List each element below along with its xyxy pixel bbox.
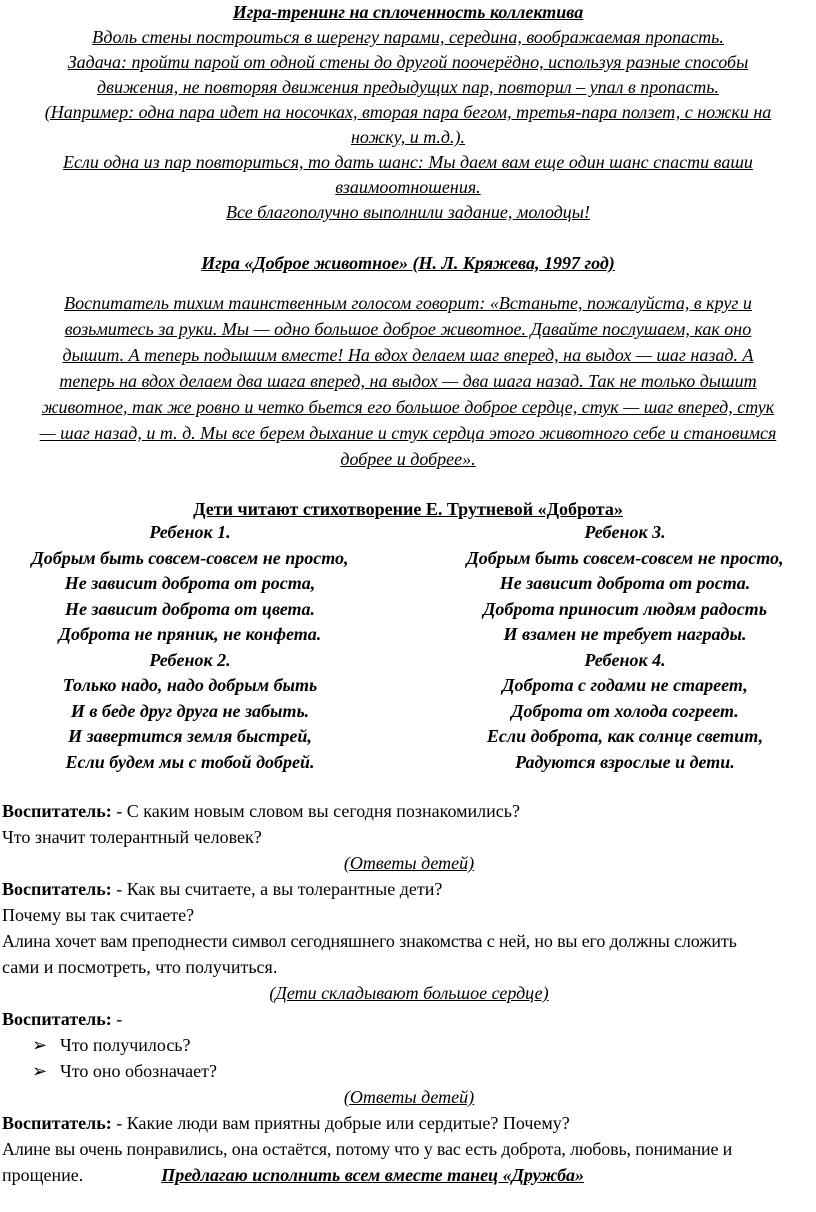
poem-right-column bbox=[425, 520, 816, 775]
game1-line: (Например: одна пара идет на носочках, вторая пара бегом, третья-пара ползет, с ножки на bbox=[44, 102, 772, 122]
game2-line: Воспитатель тихим таинственным голосом говорит: «Встаньте, пожалуйста, в круг и bbox=[64, 293, 752, 313]
dialog-line bbox=[2, 1162, 816, 1188]
poem-line: И завертится земля быстрей, bbox=[68, 726, 312, 746]
poem-line: Радуются взрослые и дети. bbox=[515, 751, 735, 772]
game2-line: добрее и добрее». bbox=[340, 449, 476, 469]
dialog-text: Почему вы так считаете? bbox=[2, 905, 195, 925]
poem-line: Доброта не пряник, не конфета. bbox=[58, 624, 322, 644]
speaker-label: Воспитатель: bbox=[2, 1009, 112, 1029]
dialog-section bbox=[2, 798, 816, 1188]
poem-line: Добрым быть совсем-совсем не просто, bbox=[466, 547, 784, 568]
game1-line: Задача: пройти парой от одной стены до другой поочерёдно, используя разные способы bbox=[67, 52, 749, 72]
poem-line: Не зависит доброта от роста. bbox=[499, 573, 751, 593]
dialog-text: Что значит толерантный человек? bbox=[2, 827, 262, 847]
poem-line: Только надо, надо добрым быть bbox=[62, 675, 318, 695]
dialog-line bbox=[2, 1110, 816, 1136]
dance-invitation: Предлагаю исполнить всем вместе танец «Дружба» bbox=[161, 1165, 585, 1185]
dialog-text: Алине вы очень понравились, она остаётся, потому что у вас есть доброта, любовь, понимание и bbox=[2, 1139, 733, 1159]
game2-title: Игра «Доброе животное» (Н. Л. Кряжева, 1997 год) bbox=[201, 253, 615, 273]
dialog-text: Алина хочет вам преподнести символ сегодняшнего знакомства с ней, но вы его должны сложить bbox=[2, 931, 737, 951]
stage-direction: (Ответы детей) bbox=[343, 1087, 475, 1107]
stage-direction: (Ответы детей) bbox=[343, 853, 475, 873]
game2-line: дышит. А теперь подышим вместе! На вдох делаем шаг вперед, на выдох — шаг назад. А bbox=[62, 345, 754, 365]
poem-speaker-label: Ребенок 3. bbox=[584, 522, 666, 542]
poem-line: Если будем мы с тобой добрей. bbox=[65, 751, 315, 772]
poem-line: И в беде друг друга не забыть. bbox=[70, 700, 310, 721]
poem-line: Не зависит доброта от роста, bbox=[64, 573, 316, 593]
poem-title: Дети читают стихотворение Е. Трутневой «Доброта» bbox=[193, 499, 623, 519]
speaker-label: Воспитатель: bbox=[2, 801, 112, 821]
arrow-bullet-icon: ➢ bbox=[32, 1035, 48, 1055]
game1-line: Все благополучно выполнили задание, молодцы! bbox=[226, 202, 590, 222]
game1-line: Если одна из пар повториться, то дать шанс: Мы даем вам еще один шанс спасти ваши bbox=[63, 152, 753, 172]
dialog-line bbox=[2, 876, 816, 902]
poem-speaker-label: Ребенок 1. bbox=[149, 522, 231, 542]
speaker-label: Воспитатель: bbox=[2, 1113, 112, 1133]
poem-line: Если доброта, как солнце светит, bbox=[486, 726, 764, 746]
bullet-item bbox=[2, 1058, 816, 1084]
dialog-text: сами и посмотреть, что получиться. bbox=[2, 957, 278, 977]
poem-line: Доброта с годами не стареет, bbox=[502, 675, 748, 695]
poem-left-column bbox=[0, 520, 380, 775]
bullet-text: Что получилось? bbox=[60, 1035, 191, 1055]
game2-line: животное, так же ровно и четко бьется его большое доброе сердце, стук — шаг вперед, стук bbox=[41, 397, 775, 417]
bullet-item bbox=[2, 1032, 816, 1058]
dialog-text: - bbox=[111, 1009, 123, 1029]
stage-direction: (Дети складывают большое сердце) bbox=[269, 983, 549, 1003]
dialog-text: - Как вы считаете, а вы толерантные дети? bbox=[111, 879, 443, 899]
game1-section bbox=[0, 0, 816, 225]
poem-speaker-label: Ребенок 4. bbox=[584, 649, 666, 670]
poem-line: Добрым быть совсем-совсем не просто, bbox=[31, 547, 349, 568]
poem-line: Доброта от холода согреет. bbox=[511, 700, 739, 721]
speaker-label: Воспитатель: bbox=[2, 879, 112, 899]
poem-line: Не зависит доброта от цвета. bbox=[64, 598, 316, 619]
poem-line: И взамен не требует награды. bbox=[503, 624, 747, 644]
game1-line: Вдоль стены построиться в шеренгу парами, середина, воображаемая пропасть. bbox=[92, 27, 724, 47]
game2-paragraph bbox=[0, 290, 816, 472]
game2-line: теперь на вдох делаем два шага вперед, на выдох — два шага назад. Так не только дышит bbox=[59, 371, 757, 391]
dialog-line bbox=[2, 798, 816, 824]
bullet-text: Что оно обозначает? bbox=[60, 1061, 218, 1081]
game2-line: — шаг назад, и т. д. Мы все берем дыхание и стук сердца этого животного себе и становимся bbox=[39, 423, 777, 443]
dialog-text: прощение. bbox=[2, 1165, 84, 1185]
game2-line: возьмитесь за руки. Мы — одно большое доброе животное. Давайте послушаем, как оно bbox=[64, 319, 752, 339]
dialog-text: - Какие люди вам приятны добрые или сердитые? Почему? bbox=[111, 1113, 570, 1133]
poem-speaker-label: Ребенок 2. bbox=[149, 649, 231, 670]
game2-section bbox=[0, 250, 816, 472]
dialog-text: - С каким новым словом вы сегодня познакомились? bbox=[111, 801, 520, 821]
dialog-line bbox=[2, 1006, 816, 1032]
game1-line: ножку, и т.д.). bbox=[350, 127, 466, 147]
game1-line: взаимоотношения. bbox=[335, 177, 481, 197]
arrow-bullet-icon: ➢ bbox=[32, 1061, 48, 1081]
game1-title: Игра-тренинг на сплоченность коллектива bbox=[232, 2, 584, 22]
game1-line: движения, не повторяя движения предыдущих пар, повторил – упал в пропасть. bbox=[97, 77, 719, 97]
poem-line: Доброта приносит людям радость bbox=[483, 598, 767, 619]
